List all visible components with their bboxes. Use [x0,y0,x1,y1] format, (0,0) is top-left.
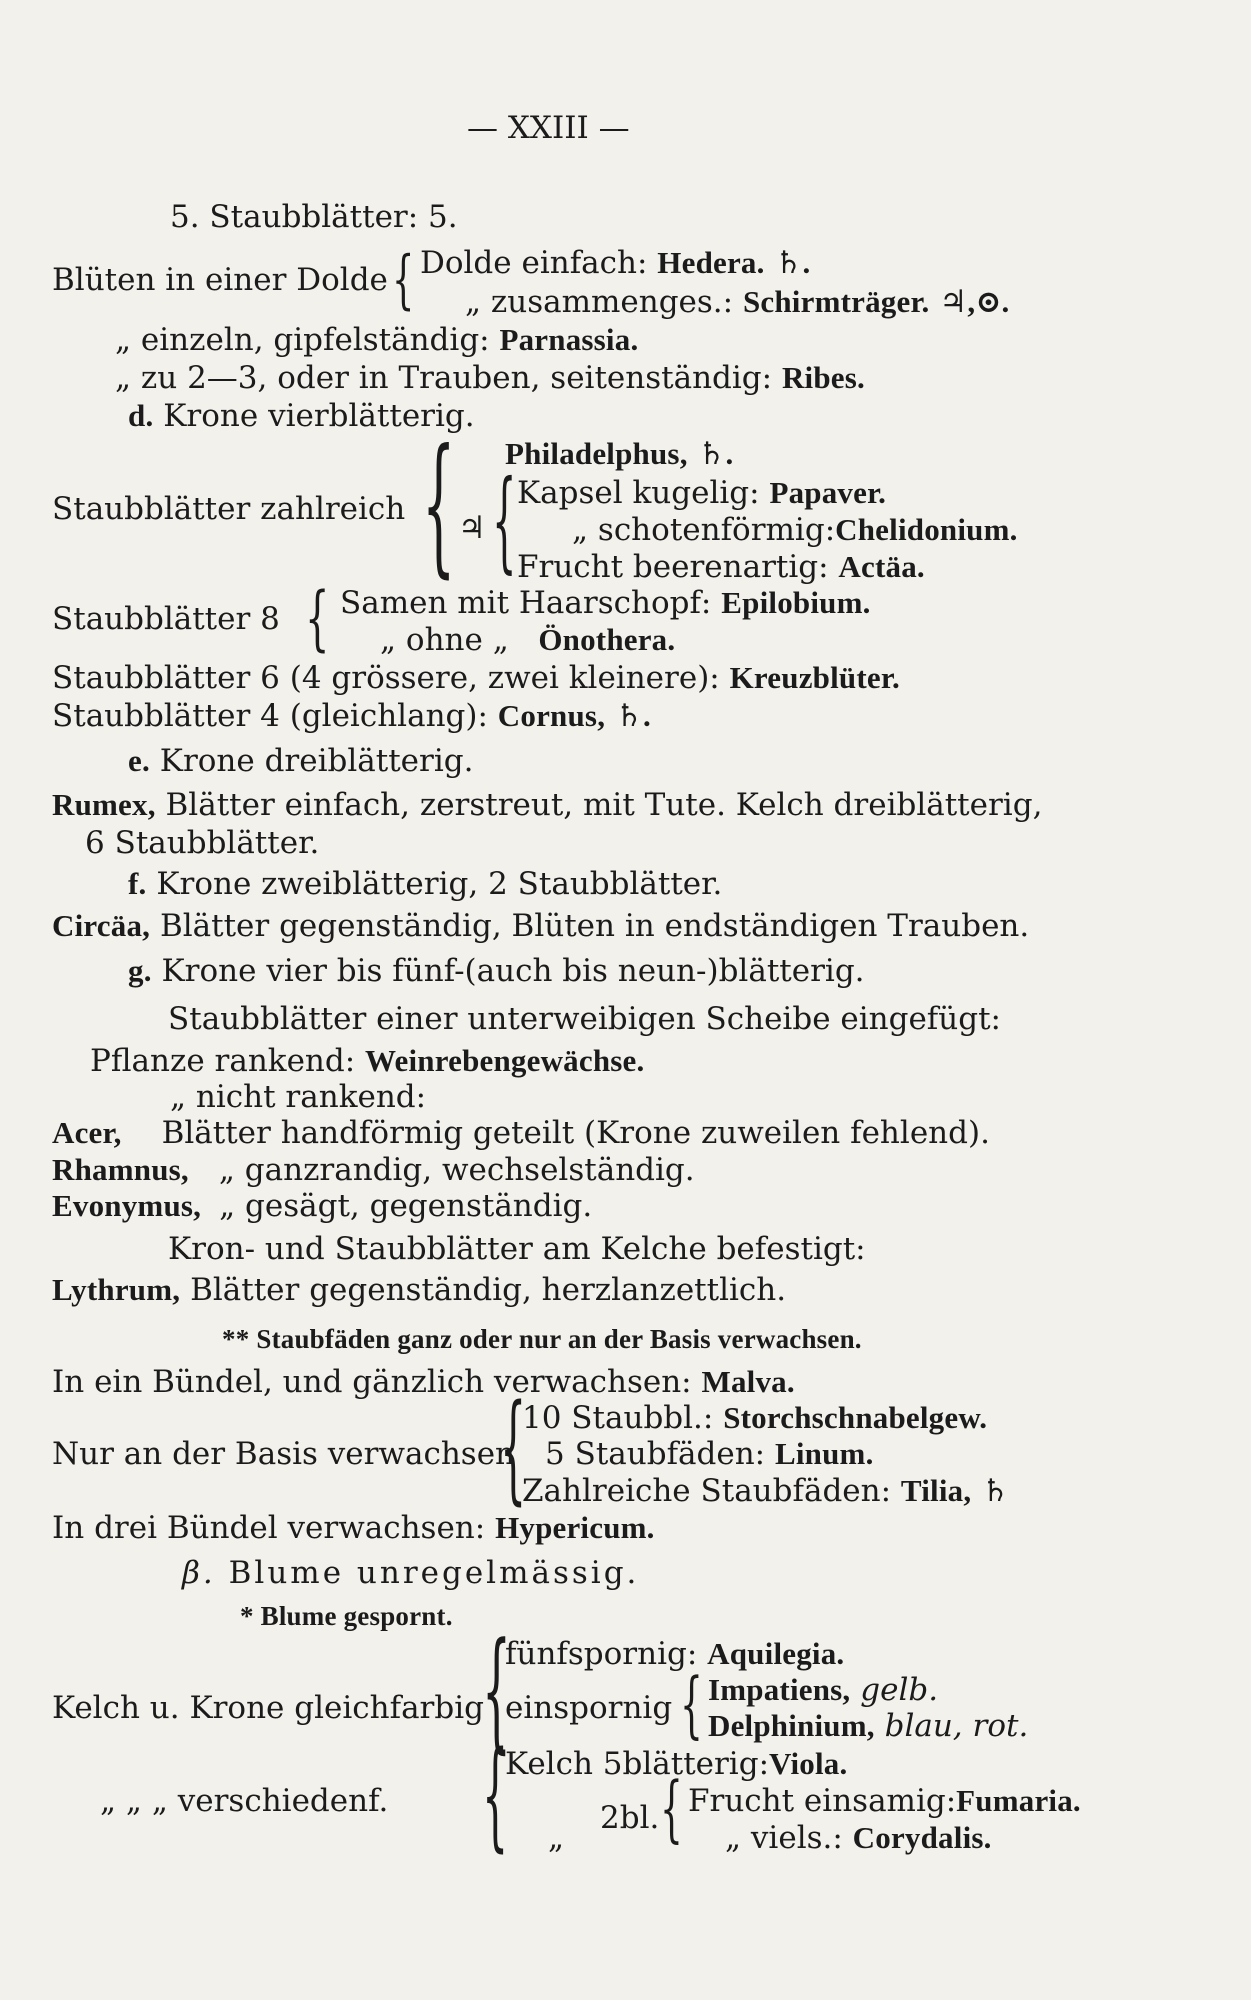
text-line: 2bl. [600,1800,660,1836]
genus-name: Actäa. [838,549,925,584]
text-line: In drei Bündel verwachsen: Hypericum. [52,1510,655,1546]
genus-name: Hypericum. [495,1510,655,1545]
text-line: Circäa, Blätter gegenständig, Blüten in endständigen Trauben. [52,908,1030,944]
text-line: „ ohne „ Önothera. [380,622,676,658]
genus-name: Philadelphus, [505,436,688,471]
genus-name: Hedera. [657,245,765,280]
text-line: Blüten in einer Dolde [52,262,388,298]
genus-name: Evonymus, [52,1188,202,1223]
text-line: Rumex, Blätter einfach, zerstreut, mit Tute. Kelch dreiblätterig, [52,787,1043,823]
genus-name: Schirmträger. [742,284,930,319]
genus-name: Tilia, [900,1473,972,1508]
text-line: Kron- und Staubblätter am Kelche befestigt: [168,1231,866,1267]
text-line: Staubblätter einer unterweibigen Scheibe eingefügt: [168,1001,1001,1037]
text-line: Acer, Blätter handförmig geteilt (Krone zuweilen fehlend). [52,1115,990,1151]
text-line: Kapsel kugelig: Papaver. [517,475,887,511]
genus-name: Chelidonium. [835,512,1018,547]
subsection-heading: β. Blume unregelmässig. [182,1555,640,1591]
text-line: Lythrum, Blätter gegenständig, herzlanzettlich. [52,1272,787,1308]
text-line: Staubblätter 4 (gleichlang): Cornus, ♄. [52,698,651,734]
brace: { [680,1662,703,1746]
text-line: Pflanze rankend: Weinrebengewächse. [90,1043,645,1079]
genus-name: Corydalis. [852,1820,992,1855]
text-line: Kelch u. Krone gleichfarbig [52,1690,484,1726]
genus-name: Önothera. [538,622,676,657]
text-line: Kelch 5blätterig:Viola. [505,1746,848,1782]
genus-name: Fumaria. [956,1783,1081,1818]
text-line: „ viels.: Corydalis. [725,1820,992,1856]
text-line: „ „ „ verschiedenf. [100,1783,389,1819]
genus-name: Rhamnus, [52,1152,189,1187]
page-number: — XXIII — [467,110,630,146]
brace: { [482,1725,509,1863]
genus-name: Malva. [701,1364,795,1399]
genus-name: Cornus, [497,698,606,733]
subsection-heading: d. Krone vierblätterig. [128,398,475,434]
text-line: 6 Staubblätter. [85,825,320,861]
genus-name: Storchschnabelgew. [723,1400,988,1435]
genus-name: Rumex, [52,787,156,822]
text-line: Zahlreiche Staubfäden: Tilia, ♄ [522,1473,1010,1509]
text-line: Rhamnus, „ ganzrandig, wechselständig. [52,1152,695,1188]
genus-name: Papaver. [769,475,887,510]
brace: { [492,456,517,584]
genus-name: Kreuzblüter. [729,660,900,695]
jupiter-symbol: ♃ [458,510,486,546]
text-line: Samen mit Haarschopf: Epilobium. [340,585,871,621]
genus-name: Lythrum, [52,1272,181,1307]
genus-name: Acer, [52,1115,122,1150]
text-line: Staubblätter 8 [52,601,280,637]
text-line: Nur an der Basis verwachsen [52,1436,516,1472]
section-heading: 5. Staubblätter: 5. [170,199,458,235]
brace: { [660,1766,683,1850]
subsection-heading: g. Krone vier bis fünf-(auch bis neun-)blätterig. [128,953,865,989]
text-line: Frucht beerenartig: Actäa. [517,549,925,585]
genus-name: Aquilegia. [707,1636,845,1671]
text-line: fünfspornig: Aquilegia. [505,1636,845,1672]
subsection-heading: * Blume gespornt. [240,1601,453,1631]
genus-name: Weinrebengewächse. [365,1043,645,1078]
genus-name: Delphinium, [708,1708,875,1743]
subsection-heading: e. Krone dreiblätterig. [128,743,474,779]
text-line: „ nicht rankend: [170,1079,427,1115]
text-line: Impatiens, gelb. [708,1672,939,1708]
brace: { [422,418,456,592]
text-line: „ einzeln, gipfelständig: Parnassia. [115,322,639,358]
text-line: 10 Staubbl.: Storchschnabelgew. [522,1400,988,1436]
text-line: Staubblätter zahlreich [52,491,406,527]
text-line: „ zu 2—3, oder in Trauben, seitenständig: Ribes. [115,360,865,396]
subsection-heading: ** Staubfäden ganz oder nur an der Basis verwachsen. [222,1324,862,1354]
brace: { [305,577,330,659]
text-line: In ein Bündel, und gänzlich verwachsen: Malva. [52,1364,795,1400]
text-line: „ zusammenges.: Schirmträger. ♃,⊙. [465,284,1010,320]
genus-name: Parnassia. [499,322,639,357]
text-line: Frucht einsamig:Fumaria. [688,1783,1081,1819]
text-line: Dolde einfach: Hedera. ♄. [420,245,811,281]
genus-name: Epilobium. [721,585,871,620]
text-line: 5 Staubfäden: Linum. [545,1436,874,1472]
brace: { [500,1378,527,1516]
text-line: Staubblätter 6 (4 grössere, zwei kleinere): Kreuzblüter. [52,660,900,696]
brace: { [482,1614,511,1766]
text-line: einspornig [505,1690,673,1726]
brace: { [392,243,415,317]
text-line: „ schotenförmig:Chelidonium. [572,512,1018,548]
genus-name: Impatiens, [708,1672,851,1707]
genus-name: Linum. [774,1436,874,1471]
subsection-heading: f. Krone zweiblätterig, 2 Staubblätter. [128,866,723,902]
text-line: „ [548,1820,565,1856]
genus-name: Ribes. [781,360,865,395]
text-line: Evonymus, „ gesägt, gegenständig. [52,1188,593,1224]
text-line: Philadelphus, ♄. [505,436,734,471]
genus-name: Circäa, [52,908,151,943]
text-line: Delphinium, blau, rot. [708,1708,1029,1744]
genus-name: Viola. [769,1746,848,1781]
